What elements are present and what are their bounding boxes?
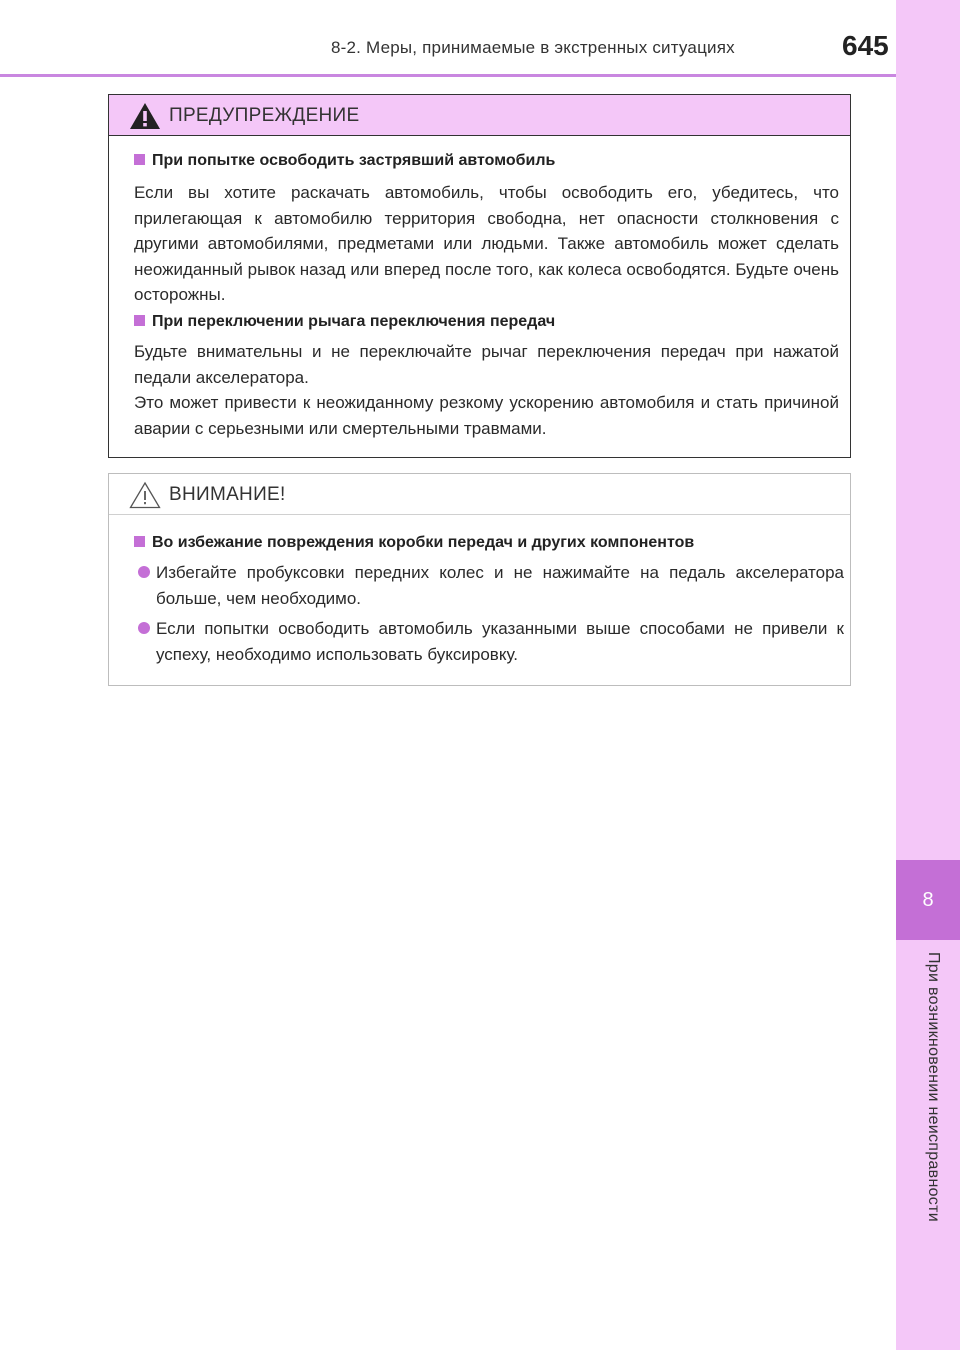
warning-section-heading: При переключении рычага переключения передач [134,313,555,331]
warning-paragraph: Если вы хотите раскачать автомобиль, чтобы освободить его, убедитесь, что прилегающая к автомобилю территория свободна, нет опасности столкновения с другими автомобилями, предметами или людьми. Также автомобиль может сделать неожиданный рывок назад или вперед после того, как колеса освободятся. Будьте очень осторожны. [134,183,839,304]
page-number: 645 [842,30,889,61]
list-item: Если попытки освободить автомобиль указанными выше способами не привели к успеху, необходимо использовать буксировку. [134,616,844,668]
warning-box-header [109,95,850,136]
caution-triangle-icon [129,481,161,509]
bullet-dot-icon [138,622,150,634]
square-bullet-icon [134,536,145,547]
warning-box [108,94,851,458]
bullet-dot-icon [138,566,150,578]
section-title: 8-2. Меры, принимаемые в экстренных ситуациях [331,38,735,57]
warning-paragraph: Будьте внимательны и не переключайте рычаг переключения передач при нажатой педали акселератора. Это может привести к неожиданному резкому ускорению автомобиля и стать причиной аварии с серьезными или смертельными травмами. [134,342,839,438]
chapter-number-tab[interactable] [896,860,960,940]
header-divider [0,74,896,77]
warning-triangle-icon [129,102,161,130]
warning-title: ПРЕДУПРЕЖДЕНИЕ [169,105,360,126]
page-header [0,0,896,80]
caution-title: ВНИМАНИЕ! [169,484,286,505]
caution-section-heading: Во избежание повреждения коробки передач и других компонентов [134,534,694,552]
square-bullet-icon [134,154,145,165]
caution-box [108,473,851,686]
warning-section-heading: При попытке освободить застрявший автомобиль [134,152,555,170]
list-item: Избегайте пробуксовки передних колес и не нажимайте на педаль акселератора больше, чем необходимо. [134,560,844,612]
chapter-label: При возникновении неисправности [925,952,942,1222]
square-bullet-icon [134,315,145,326]
chapter-number: 8 [922,888,934,911]
caution-box-header [109,474,850,515]
